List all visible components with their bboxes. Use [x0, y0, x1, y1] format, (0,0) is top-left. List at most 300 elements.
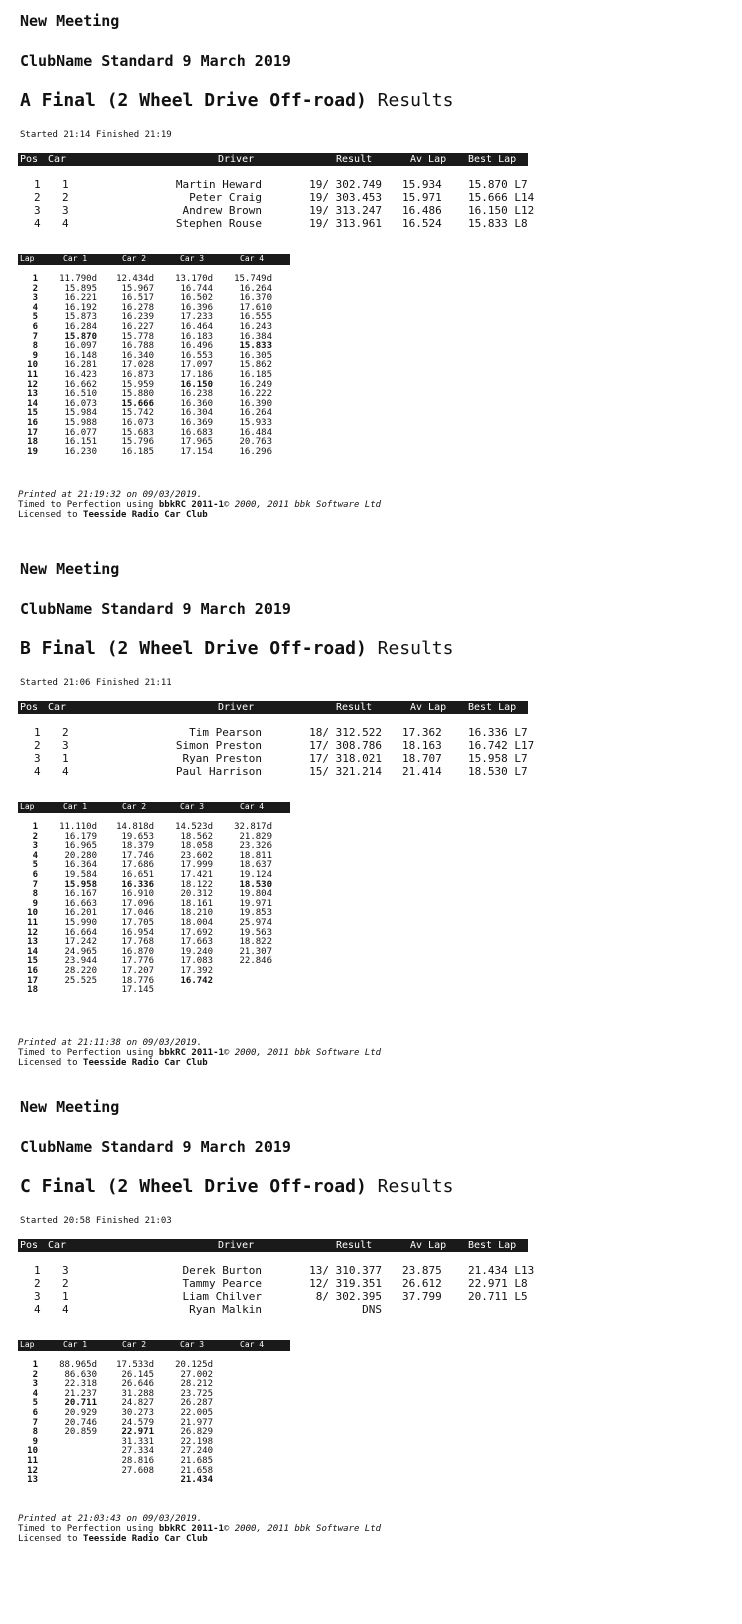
lap-number: 9 [32, 1436, 38, 1447]
result-pos: 4 [34, 765, 41, 778]
lap-time-car-3: 23.725 [180, 1388, 213, 1399]
lap-number: 8 [32, 341, 38, 352]
printed-at-text: Printed at 21:03:43 on 09/03/2019. [18, 1514, 203, 1524]
lap-time-car-2: 28.816 [121, 1456, 154, 1466]
result-driver: Ryan Preston [182, 752, 262, 765]
lap-time-car-2: 16.873 [121, 370, 154, 380]
club-title: ClubName Standard 9 March 2019 [20, 1138, 291, 1156]
result-av-lap: 16.486 [402, 204, 442, 217]
lap-time-car-3: 17.692 [180, 927, 213, 938]
result-total: 19/ 303.453 [309, 191, 382, 204]
results-header-car: Car [48, 702, 67, 713]
lap-time-car-2: 16.870 [121, 946, 154, 957]
lap-time-car-2: 16.278 [121, 302, 154, 313]
lap-time-car-4: 19.971 [239, 898, 272, 909]
lap-time-car-1: 22.318 [64, 1379, 97, 1390]
lap-time-car-1: 16.510 [64, 389, 97, 400]
lap-time-car-3: 13.170d [175, 274, 213, 284]
lap-time-car-1: 25.525 [64, 975, 97, 986]
result-total: 19/ 313.961 [309, 217, 382, 230]
lap-time-car-2: 12.434d [116, 274, 154, 284]
lap-time-car-3: 17.392 [180, 966, 213, 976]
result-best-lap: 21.434 L13 [468, 1264, 535, 1277]
lap-number: 5 [32, 1398, 38, 1409]
lap-number: 15 [27, 956, 38, 967]
lap-time-car-4: 16.370 [239, 293, 272, 304]
lap-time-car-3: 18.210 [180, 908, 213, 919]
lap-time-car-3: 17.999 [180, 860, 213, 871]
laps-header-car-3: Car 3 [180, 254, 205, 263]
results-header-car: Car [48, 154, 67, 165]
printed-at [18, 1514, 202, 1524]
licensed-to [18, 1534, 208, 1544]
lap-time-car-3: 16.683 [180, 427, 213, 438]
lap-number: 6 [32, 1408, 38, 1418]
result-total: 18/ 312.522 [309, 726, 382, 739]
results-header-pos: Pos [20, 702, 39, 713]
result-pos: 2 [34, 191, 41, 204]
result-pos: 3 [34, 204, 41, 217]
lap-time-car-2: 16.073 [121, 418, 154, 428]
lap-time-car-3: 21.434 [180, 1475, 213, 1486]
lap-time-car-1: 15.870 [64, 331, 97, 342]
licensed-to [18, 510, 208, 520]
lap-time-car-1: 16.148 [64, 350, 97, 361]
lap-time-car-1: 20.711 [64, 1398, 97, 1409]
lap-number: 8 [32, 1427, 38, 1438]
lap-time-car-2: 16.239 [121, 312, 154, 323]
lap-time-car-2: 14.818d [116, 822, 154, 832]
lap-number: 13 [27, 389, 38, 400]
result-pos: 2 [34, 1277, 41, 1290]
laps-header-car-1: Car 1 [63, 1340, 88, 1349]
lap-time-car-4: 18.637 [239, 860, 272, 871]
results-word: Results [377, 638, 454, 659]
lap-time-car-1: 11.790d [59, 274, 97, 284]
results-header-av-lap: Av Lap [410, 1240, 447, 1251]
started-finished: Started 21:06 Finished 21:11 [20, 678, 172, 688]
lap-time-car-1: 20.280 [64, 850, 97, 861]
laps-header [18, 802, 290, 813]
lap-time-car-3: 16.183 [180, 331, 213, 342]
timed-copyright: © 2000, 2011 bbk Software Ltd [223, 1524, 382, 1534]
lap-time-car-4: 16.243 [239, 322, 272, 332]
lap-time-car-3: 16.150 [180, 379, 213, 390]
lap-time-car-1: 15.958 [64, 879, 97, 890]
result-car: 2 [62, 1277, 69, 1290]
result-driver: Stephen Rouse [175, 217, 262, 230]
lap-time-car-1: 88.965d [59, 1360, 97, 1370]
laps-header-car-2: Car 2 [122, 1340, 147, 1349]
results-header-pos: Pos [20, 154, 39, 165]
licensed-prefix: Licensed to [18, 1534, 78, 1544]
result-av-lap: 15.934 [402, 178, 442, 191]
lap-time-car-1: 15.984 [64, 408, 97, 419]
lap-number: 6 [32, 322, 38, 332]
result-total: 8/ 302.395 [315, 1290, 382, 1303]
lap-time-car-2: 17.768 [121, 937, 154, 948]
lap-time-car-3: 22.198 [180, 1436, 213, 1447]
lap-time-car-4: 25.974 [239, 918, 272, 928]
lap-number: 11 [27, 918, 38, 928]
lap-time-car-1: 15.873 [64, 312, 97, 323]
result-best-lap: 16.742 L17 [468, 739, 535, 752]
lap-time-car-1: 15.988 [64, 418, 97, 428]
lap-number: 10 [27, 908, 38, 919]
lap-time-car-3: 21.658 [180, 1465, 213, 1476]
lap-time-car-2: 16.336 [121, 879, 154, 890]
lap-time-car-3: 16.360 [180, 398, 213, 409]
results-header-result: Result [336, 1240, 373, 1251]
lap-number: 14 [27, 398, 38, 409]
timed-prefix: Timed to Perfection using [18, 500, 154, 510]
lap-time-car-3: 16.464 [180, 322, 213, 332]
lap-time-car-3: 16.744 [180, 283, 213, 294]
lap-time-car-3: 26.829 [180, 1427, 213, 1438]
result-pos: 1 [34, 178, 41, 191]
lap-time-car-2: 16.910 [121, 889, 154, 900]
lap-time-car-2: 16.651 [121, 870, 154, 880]
printed-at [18, 490, 202, 500]
race-name: A Final (2 Wheel Drive Off-road) [20, 90, 367, 111]
licensed-club: Teesside Radio Car Club [83, 1058, 208, 1068]
result-pos: 4 [34, 217, 41, 230]
lap-time-car-3: 16.742 [180, 975, 213, 986]
licensed-club: Teesside Radio Car Club [83, 1534, 208, 1544]
lap-time-car-2: 15.666 [121, 398, 154, 409]
lap-time-car-3: 16.496 [180, 341, 213, 352]
result-av-lap: 17.362 [402, 726, 442, 739]
lap-time-car-3: 16.502 [180, 293, 213, 304]
result-av-lap: 37.799 [402, 1290, 442, 1303]
results-header-driver: Driver [218, 154, 255, 165]
lap-number: 1 [32, 274, 38, 284]
lap-number: 2 [32, 283, 38, 294]
started-finished: Started 20:58 Finished 21:03 [20, 1216, 172, 1226]
timed-software: bbkRC 2011-1 [158, 1048, 224, 1058]
lap-number: 15 [27, 408, 38, 419]
meeting-title: New Meeting [20, 560, 120, 578]
lap-time-car-3: 17.663 [180, 937, 213, 948]
timed-prefix: Timed to Perfection using [18, 1524, 154, 1534]
lap-time-car-4: 17.610 [239, 302, 272, 313]
result-total: 15/ 321.214 [309, 765, 382, 778]
lap-time-car-2: 16.340 [121, 350, 154, 361]
licensed-prefix: Licensed to [18, 510, 78, 520]
result-total: 19/ 302.749 [309, 178, 382, 191]
lap-time-car-1: 16.192 [64, 302, 97, 313]
timed-prefix: Timed to Perfection using [18, 1048, 154, 1058]
lap-time-car-1: 23.944 [64, 956, 97, 967]
lap-time-car-4: 18.822 [239, 937, 272, 948]
lap-time-car-2: 16.788 [121, 341, 154, 352]
result-av-lap: 18.163 [402, 739, 442, 752]
laps-header-car-2: Car 2 [122, 254, 147, 263]
lap-time-car-3: 20.312 [180, 889, 213, 900]
result-best-lap: 22.971 L8 [468, 1277, 528, 1290]
result-pos: 3 [34, 1290, 41, 1303]
lap-number: 17 [27, 427, 38, 438]
results-header-result: Result [336, 154, 373, 165]
lap-time-car-3: 17.233 [180, 312, 213, 323]
lap-number: 3 [32, 293, 38, 304]
lap-time-car-3: 21.977 [180, 1417, 213, 1428]
lap-time-car-1: 16.663 [64, 898, 97, 909]
lap-time-car-2: 15.796 [121, 437, 154, 448]
laps-header-car-1: Car 1 [63, 802, 88, 811]
results-header [18, 153, 528, 166]
result-total: 13/ 310.377 [309, 1264, 382, 1277]
lap-time-car-3: 17.965 [180, 437, 213, 448]
result-driver: Derek Burton [182, 1264, 262, 1277]
result-driver: Tammy Pearce [182, 1277, 262, 1290]
lap-time-car-1: 16.230 [64, 446, 97, 457]
result-car: 3 [62, 1264, 69, 1277]
results-header [18, 701, 528, 714]
lap-time-car-1: 24.965 [64, 946, 97, 957]
lap-time-car-4: 16.264 [239, 408, 272, 419]
lap-time-car-3: 18.004 [180, 918, 213, 928]
lap-number: 18 [27, 437, 38, 448]
results-header [18, 1239, 528, 1252]
result-total: 17/ 318.021 [309, 752, 382, 765]
lap-time-car-4: 16.384 [239, 331, 272, 342]
printed-at-text: Printed at 21:11:38 on 09/03/2019. [18, 1038, 203, 1048]
lap-time-car-2: 27.334 [121, 1446, 154, 1457]
lap-time-car-2: 27.608 [121, 1465, 154, 1476]
lap-time-car-1: 17.242 [64, 937, 97, 948]
result-av-lap: 18.707 [402, 752, 442, 765]
result-total: 12/ 319.351 [309, 1277, 382, 1290]
lap-time-car-2: 31.288 [121, 1388, 154, 1399]
laps-header-car-4: Car 4 [240, 1340, 265, 1349]
lap-number: 7 [32, 331, 38, 342]
results-header-av-lap: Av Lap [410, 154, 447, 165]
race-section [0, 8, 742, 538]
lap-number: 7 [32, 1417, 38, 1428]
timed-to-perfection [18, 1048, 381, 1058]
race-title [20, 638, 453, 659]
lap-number: 19 [27, 446, 38, 457]
lap-time-car-1: 16.664 [64, 927, 97, 938]
lap-time-car-2: 15.959 [121, 379, 154, 390]
lap-time-car-3: 22.005 [180, 1408, 213, 1418]
laps-header-car-4: Car 4 [240, 254, 265, 263]
lap-time-car-4: 32.817d [234, 822, 272, 832]
result-car: 1 [62, 752, 69, 765]
lap-number: 2 [32, 831, 38, 842]
lap-number: 8 [32, 889, 38, 900]
printed-at-text: Printed at 21:19:32 on 09/03/2019. [18, 490, 203, 500]
lap-time-car-2: 31.331 [121, 1436, 154, 1447]
lap-time-car-1: 20.859 [64, 1427, 97, 1438]
lap-time-car-3: 18.562 [180, 831, 213, 842]
lap-number: 13 [27, 937, 38, 948]
result-driver: Martin Heward [175, 178, 262, 191]
lap-time-car-2: 17.686 [121, 860, 154, 871]
lap-time-car-1: 15.990 [64, 918, 97, 928]
lap-number: 1 [32, 822, 38, 832]
licensed-club: Teesside Radio Car Club [83, 510, 208, 520]
lap-time-car-2: 18.379 [121, 841, 154, 852]
lap-time-car-2: 15.778 [121, 331, 154, 342]
lap-time-car-1: 16.221 [64, 293, 97, 304]
lap-time-car-4: 22.846 [239, 956, 272, 967]
lap-time-car-3: 26.287 [180, 1398, 213, 1409]
lap-time-car-4: 20.763 [239, 437, 272, 448]
lap-time-car-1: 15.895 [64, 283, 97, 294]
lap-time-car-1: 20.929 [64, 1408, 97, 1418]
laps-header-lap: Lap [20, 802, 35, 811]
result-av-lap: 26.612 [402, 1277, 442, 1290]
lap-time-car-2: 22.971 [121, 1427, 154, 1438]
laps-header-car-1: Car 1 [63, 254, 88, 263]
result-driver: Ryan Malkin [189, 1303, 262, 1316]
lap-time-car-3: 16.553 [180, 350, 213, 361]
lap-number: 3 [32, 841, 38, 852]
result-pos: 3 [34, 752, 41, 765]
lap-time-car-1: 16.151 [64, 437, 97, 448]
result-driver: Paul Harrison [175, 765, 262, 778]
lap-number: 6 [32, 870, 38, 880]
lap-time-car-4: 15.749d [234, 274, 272, 284]
result-total: 19/ 313.247 [309, 204, 382, 217]
result-pos: 1 [34, 726, 41, 739]
results-word: Results [377, 90, 454, 111]
lap-time-car-2: 16.185 [121, 446, 154, 457]
lap-time-car-1: 20.746 [64, 1417, 97, 1428]
result-pos: 4 [34, 1303, 41, 1316]
club-title: ClubName Standard 9 March 2019 [20, 52, 291, 70]
results-header-result: Result [336, 702, 373, 713]
laps-header [18, 254, 290, 265]
lap-time-car-2: 26.646 [121, 1379, 154, 1390]
lap-number: 5 [32, 312, 38, 323]
lap-time-car-2: 30.273 [121, 1408, 154, 1418]
started-finished: Started 21:14 Finished 21:19 [20, 130, 172, 140]
lap-time-car-1: 19.584 [64, 870, 97, 880]
lap-time-car-3: 17.154 [180, 446, 213, 457]
lap-time-car-2: 17.028 [121, 360, 154, 371]
result-total: DNS [362, 1303, 382, 1316]
race-title [20, 1176, 453, 1197]
race-section [0, 1094, 742, 1624]
lap-time-car-1: 16.073 [64, 398, 97, 409]
result-driver: Andrew Brown [182, 204, 262, 217]
club-title: ClubName Standard 9 March 2019 [20, 600, 291, 618]
laps-header-car-4: Car 4 [240, 802, 265, 811]
timed-software: bbkRC 2011-1 [158, 500, 224, 510]
lap-time-car-4: 23.326 [239, 841, 272, 852]
lap-time-car-2: 17.096 [121, 898, 154, 909]
lap-time-car-3: 16.304 [180, 408, 213, 419]
lap-number: 18 [27, 985, 38, 996]
lap-time-car-2: 15.967 [121, 283, 154, 294]
result-pos: 2 [34, 739, 41, 752]
lap-time-car-1: 16.179 [64, 831, 97, 842]
result-best-lap: 15.833 L8 [468, 217, 528, 230]
lap-time-car-4: 16.264 [239, 283, 272, 294]
result-car: 4 [62, 217, 69, 230]
lap-number: 4 [32, 850, 38, 861]
lap-time-car-2: 19.653 [121, 831, 154, 842]
lap-number: 13 [27, 1475, 38, 1486]
lap-time-car-2: 24.827 [121, 1398, 154, 1409]
lap-time-car-1: 16.662 [64, 379, 97, 390]
lap-number: 16 [27, 966, 38, 976]
result-av-lap: 15.971 [402, 191, 442, 204]
results-header-best-lap: Best Lap [468, 702, 517, 713]
lap-time-car-3: 14.523d [175, 822, 213, 832]
results-header-driver: Driver [218, 1240, 255, 1251]
lap-number: 9 [32, 898, 38, 909]
licensed-to [18, 1058, 208, 1068]
result-best-lap: 15.958 L7 [468, 752, 528, 765]
timed-copyright: © 2000, 2011 bbk Software Ltd [223, 500, 382, 510]
lap-number: 14 [27, 946, 38, 957]
result-best-lap: 15.666 L14 [468, 191, 535, 204]
lap-number: 5 [32, 860, 38, 871]
lap-time-car-1: 11.110d [59, 822, 97, 832]
laps-header-lap: Lap [20, 1340, 35, 1349]
lap-time-car-1: 16.284 [64, 322, 97, 332]
laps-header-car-3: Car 3 [180, 802, 205, 811]
lap-number: 3 [32, 1379, 38, 1390]
lap-number: 7 [32, 879, 38, 890]
lap-time-car-1: 16.423 [64, 370, 97, 380]
lap-time-car-1: 16.281 [64, 360, 97, 371]
lap-time-car-2: 15.683 [121, 427, 154, 438]
lap-time-car-4: 16.484 [239, 427, 272, 438]
result-av-lap: 16.524 [402, 217, 442, 230]
lap-time-car-2: 15.742 [121, 408, 154, 419]
lap-time-car-4: 16.390 [239, 398, 272, 409]
lap-time-car-2: 18.776 [121, 975, 154, 986]
lap-time-car-3: 21.685 [180, 1456, 213, 1466]
result-best-lap: 16.336 L7 [468, 726, 528, 739]
lap-time-car-4: 21.829 [239, 831, 272, 842]
result-best-lap: 20.711 L5 [468, 1290, 528, 1303]
lap-time-car-3: 17.421 [180, 870, 213, 880]
lap-time-car-4: 16.296 [239, 446, 272, 457]
lap-time-car-3: 16.238 [180, 389, 213, 400]
lap-time-car-2: 17.776 [121, 956, 154, 967]
lap-time-car-4: 16.305 [239, 350, 272, 361]
lap-time-car-1: 28.220 [64, 966, 97, 976]
race-name: B Final (2 Wheel Drive Off-road) [20, 638, 367, 659]
timed-to-perfection [18, 1524, 381, 1534]
lap-time-car-3: 18.058 [180, 841, 213, 852]
lap-time-car-3: 17.097 [180, 360, 213, 371]
licensed-prefix: Licensed to [18, 1058, 78, 1068]
lap-number: 10 [27, 360, 38, 371]
lap-time-car-3: 18.161 [180, 898, 213, 909]
lap-time-car-4: 19.804 [239, 889, 272, 900]
lap-time-car-2: 16.954 [121, 927, 154, 938]
result-car: 2 [62, 191, 69, 204]
lap-time-car-3: 16.396 [180, 302, 213, 313]
lap-time-car-1: 86.630 [64, 1369, 97, 1380]
lap-time-car-2: 17.705 [121, 918, 154, 928]
printed-at [18, 1038, 202, 1048]
results-header-best-lap: Best Lap [468, 1240, 517, 1251]
lap-time-car-3: 27.002 [180, 1369, 213, 1380]
results-header-pos: Pos [20, 1240, 39, 1251]
lap-time-car-2: 17.207 [121, 966, 154, 976]
result-best-lap: 16.150 L12 [468, 204, 535, 217]
lap-time-car-1: 16.097 [64, 341, 97, 352]
lap-time-car-1: 16.167 [64, 889, 97, 900]
